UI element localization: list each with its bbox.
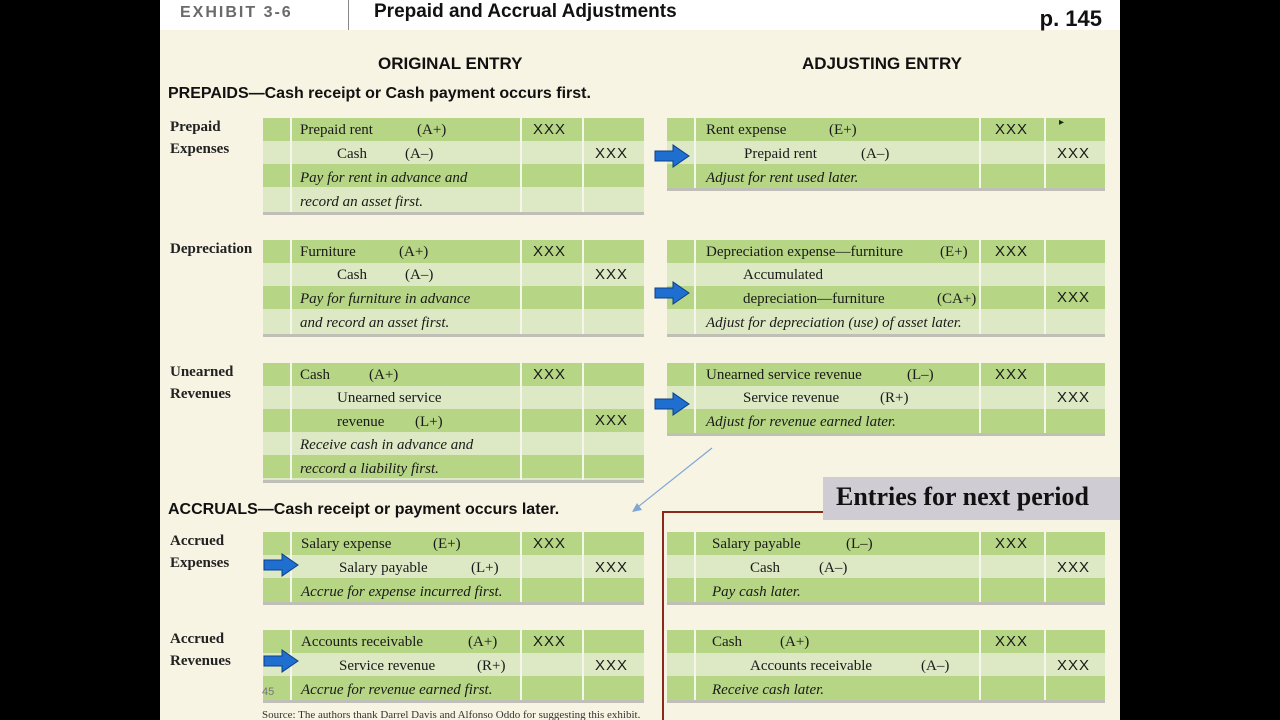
entry-note: Pay for furniture in advance: [300, 291, 471, 307]
account-tag: (A–): [405, 267, 434, 283]
debit-account: Unearned service revenue: [706, 367, 862, 383]
header-bar: [160, 0, 1120, 30]
debit-account: Depreciation expense—furniture: [706, 244, 903, 260]
exhibit-page: [160, 0, 1120, 720]
page-number: p. 145: [1039, 6, 1102, 31]
entry-note: Pay for rent in advance and: [300, 170, 468, 186]
row-label-depreciation: Depreciation: [170, 241, 253, 257]
header-divider: [348, 0, 349, 30]
account-tag: (A+): [369, 367, 399, 383]
debit-account: Salary expense: [301, 536, 392, 552]
debit-account: Rent expense: [706, 122, 787, 138]
debit-amount: XXX: [533, 633, 567, 650]
credit-amount: XXX: [595, 266, 629, 283]
credit-account-cont: revenue: [337, 414, 385, 430]
entry-note: record an asset first.: [300, 194, 424, 210]
credit-amount: XXX: [595, 657, 629, 674]
journal-table-depreciation-adjusting: [667, 240, 1105, 337]
debit-amount: XXX: [533, 243, 567, 260]
credit-account: Cash: [337, 267, 367, 283]
adjusting-entry-heading: ADJUSTING ENTRY: [802, 54, 962, 73]
account-tag: (L+): [471, 560, 499, 576]
account-tag: (L+): [415, 414, 443, 430]
account-tag: (A–): [405, 146, 434, 162]
credit-amount: XXX: [1057, 389, 1091, 406]
right-arrow-icon: [654, 280, 690, 306]
credit-account: Prepaid rent: [744, 146, 817, 162]
original-entry-heading: ORIGINAL ENTRY: [378, 54, 523, 73]
account-tag: (R+): [477, 658, 506, 674]
source-note: Source: The authors thank Darrel Davis and Alfonso Oddo for suggesting this exhibit.: [262, 709, 641, 720]
journal-table-accrued-revenues-original: [263, 630, 644, 703]
journal-table-accrued-expenses-original: [263, 532, 644, 605]
debit-amount: XXX: [533, 535, 567, 552]
debit-amount: XXX: [533, 366, 567, 383]
account-tag: (A–): [861, 146, 890, 162]
right-arrow-icon: [263, 648, 299, 674]
debit-account: Cash: [300, 367, 330, 383]
account-tag: (A+): [468, 634, 498, 650]
credit-amount: XXX: [595, 145, 629, 162]
entry-note: Adjust for rent used later.: [706, 170, 859, 186]
account-tag: (E+): [433, 536, 461, 552]
debit-account: Furniture: [300, 244, 356, 260]
next-period-bracket: [663, 511, 823, 513]
debit-amount: XXX: [533, 121, 567, 138]
credit-account: Service revenue: [339, 658, 436, 674]
entry-note: Pay cash later.: [712, 584, 801, 600]
row-label-accrued-expenses: Accrued Expenses: [170, 533, 230, 571]
account-tag: (E+): [940, 244, 968, 260]
journal-table-unearned-original: [263, 363, 644, 483]
entry-note: Adjust for depreciation (use) of asset later.: [706, 315, 962, 331]
entry-note: Receive cash in advance and: [300, 437, 474, 453]
debit-amount: XXX: [995, 633, 1029, 650]
debit-amount: XXX: [995, 366, 1029, 383]
debit-account: Cash: [712, 634, 742, 650]
next-period-label: Entries for next period: [836, 482, 1089, 511]
account-tag: (L–): [846, 536, 873, 552]
journal-table-depreciation-original: [263, 240, 644, 337]
credit-account: Accumulated: [743, 267, 823, 283]
debit-amount: XXX: [995, 121, 1029, 138]
account-tag: (L–): [907, 367, 934, 383]
exhibit-label: EXHIBIT 3-6: [180, 4, 293, 21]
prepaids-heading: PREPAIDS—Cash receipt or Cash payment occurs first.: [168, 85, 591, 102]
entry-note: reccord a liability first.: [300, 461, 439, 477]
credit-amount: XXX: [595, 559, 629, 576]
credit-account: Unearned service: [337, 390, 442, 406]
debit-account: Prepaid rent: [300, 122, 373, 138]
credit-amount: XXX: [1057, 289, 1091, 306]
account-tag: (E+): [829, 122, 857, 138]
credit-amount: XXX: [1057, 657, 1091, 674]
debit-account: Accounts receivable: [301, 634, 424, 650]
account-tag: (A–): [921, 658, 950, 674]
debit-amount: XXX: [995, 243, 1029, 260]
credit-amount: XXX: [1057, 559, 1091, 576]
entry-note: Accrue for revenue earned first.: [301, 682, 493, 698]
credit-account: Salary payable: [339, 560, 428, 576]
row-label-prepaid-expenses: Prepaid Expenses: [170, 119, 230, 157]
journal-table-accrued-expenses-next: [667, 532, 1105, 605]
account-tag: (CA+): [937, 291, 977, 307]
account-tag: (A+): [417, 122, 447, 138]
right-arrow-icon: [654, 143, 690, 169]
cursor-icon: ▸: [1059, 117, 1065, 128]
credit-account: Cash: [337, 146, 367, 162]
debit-account: Salary payable: [712, 536, 801, 552]
row-label-accrued-revenues: Accrued Revenues: [170, 631, 231, 669]
row-label-unearned-revenues: Unearned Revenues: [170, 364, 234, 402]
entry-note: and record an asset first.: [300, 315, 450, 331]
account-tag: (A+): [780, 634, 810, 650]
entry-note: Accrue for expense incurred first.: [301, 584, 503, 600]
journal-table-prepaid-original: [263, 118, 644, 215]
journal-table-accrued-revenues-next: [667, 630, 1105, 703]
right-arrow-icon: [654, 391, 690, 417]
credit-amount: XXX: [1057, 145, 1091, 162]
credit-amount: XXX: [595, 412, 629, 429]
credit-account: Service revenue: [743, 390, 840, 406]
right-arrow-icon: [263, 552, 299, 578]
next-period-callout: [823, 477, 1120, 520]
slide-number: 45: [262, 686, 275, 698]
diagonal-arrow-icon: [620, 440, 720, 520]
next-period-bracket-vertical: [662, 511, 664, 720]
credit-account: Accounts receivable: [750, 658, 873, 674]
debit-amount: XXX: [995, 535, 1029, 552]
account-tag: (A–): [819, 560, 848, 576]
credit-account: Cash: [750, 560, 780, 576]
credit-account-cont: depreciation—furniture: [743, 291, 885, 307]
exhibit-title: Prepaid and Accrual Adjustments: [374, 1, 677, 22]
accruals-heading: ACCRUALS—Cash receipt or payment occurs later.: [168, 501, 560, 518]
account-tag: (A+): [399, 244, 429, 260]
entry-note: Adjust for revenue earned later.: [706, 414, 896, 430]
entry-note: Receive cash later.: [712, 682, 825, 698]
journal-table-unearned-adjusting: [667, 363, 1105, 436]
journal-table-prepaid-adjusting: [667, 118, 1105, 191]
account-tag: (R+): [880, 390, 909, 406]
